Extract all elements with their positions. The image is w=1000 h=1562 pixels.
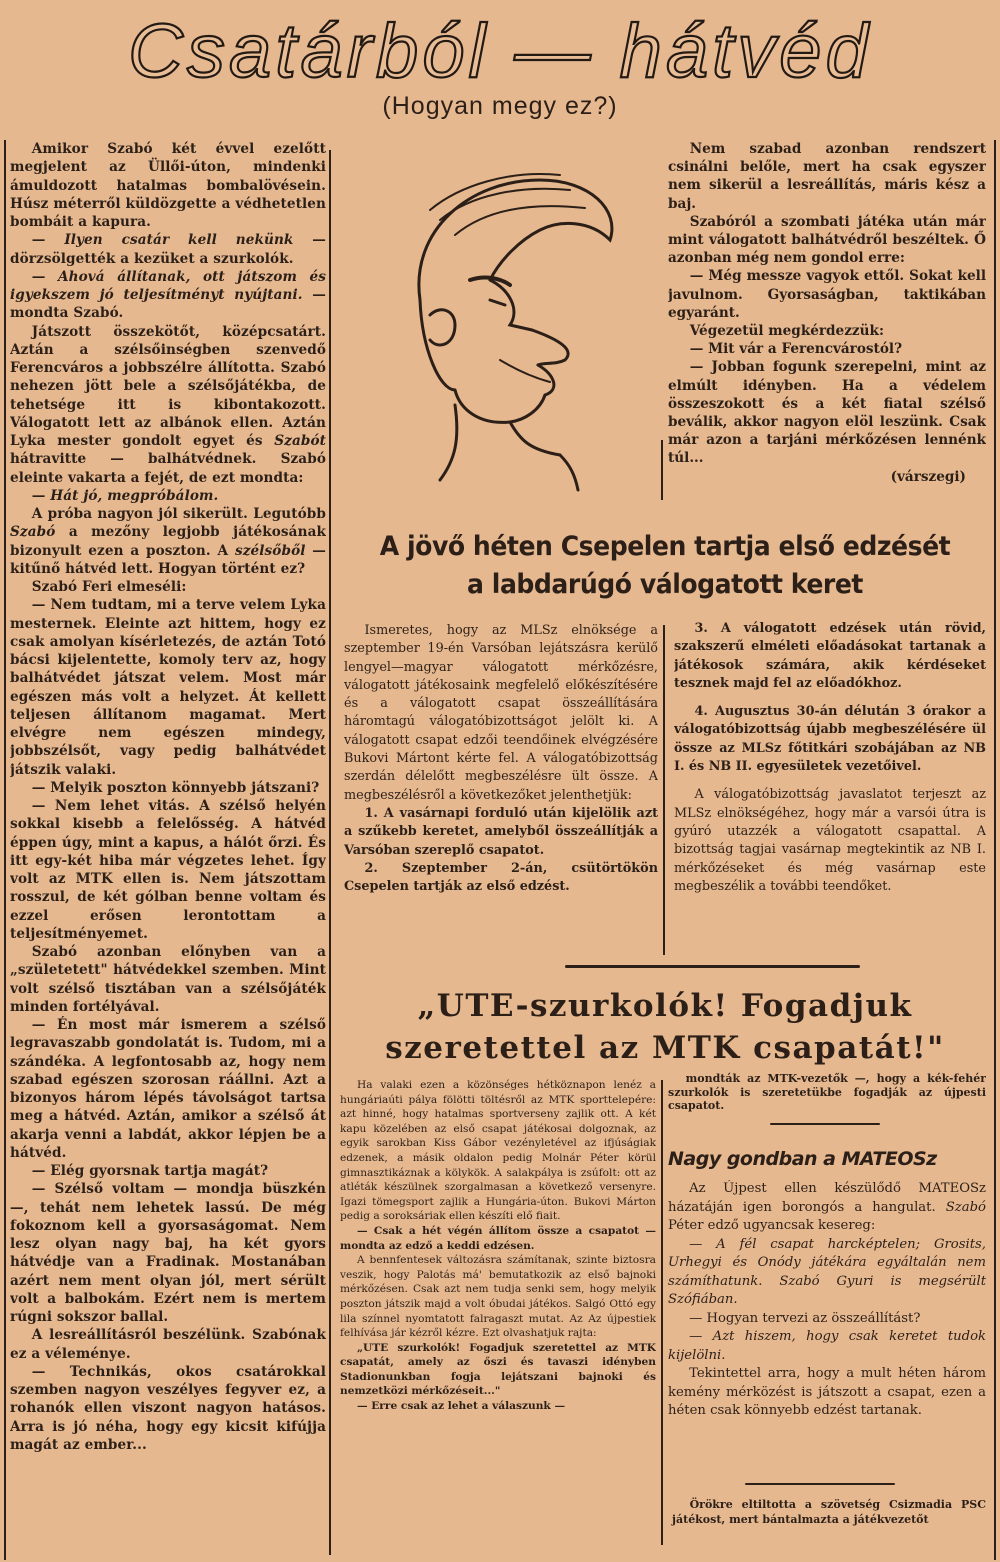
paragraph bbox=[10, 943, 326, 1016]
paragraph bbox=[668, 340, 986, 358]
paragraph bbox=[344, 860, 658, 897]
paragraph bbox=[340, 1224, 656, 1253]
paragraph bbox=[340, 1399, 656, 1414]
text-run: Az Újpest ellen készülődő MATEOSz házatáján igen borongós a hangulat. bbox=[668, 1181, 986, 1215]
section-divider bbox=[565, 965, 860, 968]
paragraph bbox=[10, 505, 326, 578]
text-run: Ismeretes, hogy az MLSz elnöksége a szeptember 19-én Varsóban lejátszásra kerülő lengyel—magyar válogatott mérkőzésre, válogatott játékosaink megfelelő előkészítésére és a válogatott csapat összeállítására háromtagú válogatóbizottságot jelölt ki. A válogatott csapat edzői teendőinek elvégzésére Bukovi Mártont kérte fel. A válogatóbizottság szerdán délelőtt megbeszélésre ült össze. A megbeszélésről a következőket jelenthetjük: bbox=[344, 623, 658, 803]
paragraph bbox=[668, 213, 986, 268]
column-rule bbox=[4, 140, 6, 1560]
text-run: — Nem tudtam, mi a terve velem Lyka mesternek. Eleinte azt hittem, hogy ez csak amolyan kísérletezés, de aztán Totó bácsi kijelentette, komoly terv az, hogy balhátvédet játszat velem. Most már egészen más volt a helyzet. Át kellett teljesen állítanom magamat. Mert elvégre nem egészen mindegy, jobbszélsőt, vagy pedig balhátvédet játszik valaki. bbox=[10, 597, 326, 778]
text-run: — bbox=[689, 1329, 713, 1344]
italic-text: Hát jó, megpróbálom. bbox=[50, 487, 219, 504]
ute-headline: „UTE-szurkolók! Fogadjuk szeretettel az MTK csapatát!" bbox=[385, 988, 945, 1066]
paragraph bbox=[10, 1326, 326, 1363]
column-rule bbox=[663, 625, 665, 955]
italic-text: Szabót bbox=[274, 433, 326, 449]
page-title: Csatárból — hátvéd bbox=[128, 9, 872, 94]
paragraph bbox=[668, 1328, 986, 1365]
note-text: Örökre eltiltotta a szövetség Csizmadia PSC játékost, mert bántalmazta a játékvezetőt bbox=[672, 1498, 986, 1526]
paragraph bbox=[668, 1365, 986, 1421]
paragraph bbox=[668, 1236, 986, 1310]
text-run: a mezőny legjobb játékosának bizonyult ezen a poszton. A bbox=[10, 524, 326, 559]
headline-line-1: A jövő héten Csepelen tartja első edzését bbox=[379, 531, 951, 562]
headline-line-2: a labdarúgó válogatott keret bbox=[467, 569, 863, 600]
column-rule bbox=[661, 440, 663, 500]
text-run: Végezetül megkérdezzük: bbox=[689, 323, 884, 340]
italic-text: Azt hiszem, hogy csak keretet tudok kijelölni. bbox=[668, 1329, 986, 1363]
paragraph bbox=[10, 1363, 326, 1454]
paragraph bbox=[10, 140, 326, 231]
text-run: — Nem lehet vitás. A szélső helyén sokkal kisebb a felelősség. A hátvéd éppen úgy, mint a kapus, a hálót őrzi. És itt egy-két hiba már végzetes lehet. Így volt az MTK ellen is. Nem játszottam rosszul, de két gólban benne voltam és ezzel erősen lerontottam a teljesítményemet. bbox=[10, 798, 326, 942]
paragraph bbox=[10, 1180, 326, 1326]
paragraph bbox=[10, 797, 326, 943]
paragraph bbox=[668, 322, 986, 340]
text-run: — mondta Szabó. bbox=[10, 287, 326, 322]
column-rule bbox=[994, 140, 996, 1560]
text-run: — Technikás, okos csatárokkal szemben nagyon veszélyes fegyver ez, a rohanók ellen viszont nagyon hatásos. Arra is jó néha, hogy egy kicsit kifújja magát az ember... bbox=[10, 1363, 326, 1453]
text-run: Játszott összekötőt, középcsatárt. Aztán a szélsőinségben szenvedő Ferencváros a jobbszélre állította. Szabó nehezen jött bele a szélsőjátékba, de tehetsége itt is kibontakozott. Válogatott lett az albánok ellen. Aztán Lyka mester gondolt egyet és bbox=[10, 323, 326, 449]
paragraph bbox=[10, 231, 326, 268]
text-run: — Még messze vagyok ettől. Sokat kell javulnom. Gyorsaságban, taktikában egyaránt. bbox=[668, 268, 986, 321]
text-run: hátravitte — balhátvédnek. Szabó eleinte vakarta a fejét, de ezt mondta: bbox=[10, 451, 326, 486]
bold-text: 2. Szeptember 2-án, csütörtökön Csepelen tartják az első edzést. bbox=[344, 860, 658, 895]
text-run: — kitűnő hátvéd lett. Hogyan történt ez? bbox=[10, 542, 326, 577]
bold-text: — Csak a hét végén állítom össze a csapatot — mondta az edző a keddi edzésen. bbox=[340, 1224, 656, 1252]
text-run: — Én most már ismerem a szélső legravaszabb gondolatát is. Tudom, mi a szándéka. A legfontosabb az, hogy nem szabad egészen szorosan ráállni. Azt a bizonyos három lépés távolságot tartsa meg a hátvéd. Aztán, amikor a szélső át akarja venni a labdát, akkor lépjen be a hátvéd. bbox=[10, 1017, 326, 1161]
text-run: Amikor Szabó két évvel ezelőtt megjelent az Üllői-úton, mindenki ámuldozott hatalmas bombalövésein. Húsz méterről küldözgette a védhetetlen bombáit a kapura. bbox=[10, 141, 326, 230]
paragraph bbox=[668, 1310, 986, 1329]
text-run: — Jobban fogunk szerepelni, mint az elmúlt idényben. Ha a védelem összeszokott és a két fiatal szélső beválik, akkor nagyon elöl leszünk. Csak már azon a tarjáni mérkőzésen lennénk túl... bbox=[668, 359, 986, 467]
paragraph bbox=[344, 805, 658, 860]
paragraph bbox=[668, 1072, 986, 1113]
text-run: mondták az MTK-vezetők —, hogy a kék-fehér szurkolók is szeretetükbe fogadják az újpesti csapatot. bbox=[668, 1072, 986, 1112]
text-run: — bbox=[31, 487, 51, 504]
paragraph bbox=[668, 1180, 986, 1236]
text-run: — Melyik poszton könnyebb játszani? bbox=[31, 779, 320, 796]
text-run: — Szélső voltam — mondja büszkén —, tehát nem lehetek lassú. De még fokoznom kell a gyorsaságomat. Nem lesz olyan nagy baj, ha két gyors hátvédje van a Fradinak. Mostanában azért nem ment olyan jól, mert sérült volt a balbokám. Ezért nem is mertem rúgni sokszor ballal. bbox=[10, 1181, 326, 1325]
paragraph bbox=[674, 703, 986, 776]
text-run: — Elég gyorsnak tartja magát? bbox=[31, 1163, 269, 1179]
text-run: Szabó Feri elmeséli: bbox=[31, 579, 187, 595]
paragraph bbox=[674, 620, 986, 693]
mateosz-headline: Nagy gondban a MATEOSz bbox=[668, 1148, 937, 1170]
national-team-headline bbox=[363, 528, 968, 604]
paragraph bbox=[10, 1162, 326, 1180]
column-rule bbox=[661, 1080, 663, 1545]
paragraph bbox=[340, 1341, 656, 1399]
text-run: A bennfentesek változásra számítanak, szinte biztosra veszik, hogy Palotás má' bemutatkozik az első bajnoki mérkőzésen. Csak azt nem tudja senki sem, hogy melyik poszton játszik majd a volt óbudai játékos. Salgó Ottó egy lila színnel nyomtatott falragaszt mutat. Az Az újpestiek felhívása jár kézről kézre. Ezt olvashatjuk rajta: bbox=[340, 1254, 656, 1340]
national-team-body-col-a bbox=[344, 622, 658, 962]
paragraph bbox=[10, 779, 326, 797]
author-signature: (várszegi) bbox=[890, 468, 966, 485]
paragraph bbox=[10, 578, 326, 596]
paragraph bbox=[10, 323, 326, 487]
text-run: — Mit vár a Ferencvárostól? bbox=[689, 341, 903, 358]
national-team-body-col-b bbox=[674, 620, 986, 960]
text-run: Péter edző ugyancsak kesereg: bbox=[668, 1218, 876, 1233]
text-run: A próba nagyon jól sikerült. Legutóbb bbox=[31, 506, 326, 522]
italic-text: Szabó bbox=[10, 524, 56, 541]
text-run: — bbox=[689, 1236, 717, 1252]
ute-body-col-a bbox=[340, 1078, 656, 1556]
paragraph bbox=[668, 140, 986, 213]
paragraph bbox=[10, 1016, 326, 1162]
paragraph bbox=[10, 268, 326, 323]
bold-text: 3. A válogatott edzések után rövid, szakszerű elméleti előadásokat tartanak a játékosok számára, akik kérdéseket tesznek majd fel az előadókhoz. bbox=[674, 621, 986, 691]
text-run: Nem szabad azonban rendszert csinálni belőle, mert ha csak egyszer nem sikerül a lesreállítás, máris kész a baj. bbox=[668, 141, 986, 212]
player-caricature-illustration bbox=[360, 150, 660, 500]
italic-text: szélsőből bbox=[234, 542, 306, 559]
page-subtitle: (Hogyan megy ez?) bbox=[382, 92, 618, 120]
text-run: — dörzsölgették a kezüket a szurkolók. bbox=[10, 232, 326, 267]
italic-text: A fél csapat harcképtelen; Grosits, Urhegyi és Onódy játékára egyáltalán nem számíthatunk. Szabó Gyuri is megsérült Szófiában. bbox=[668, 1236, 986, 1307]
text-run: Tekintettel arra, hogy a mult héten három kemény mérközést is játszott a csapat, ezen a héten csak könnyebb edzést tartanak. bbox=[668, 1366, 986, 1418]
text-run: — bbox=[31, 232, 65, 249]
italic-text: Ahová állítanak, ott játszom és igyekszem jó teljesítményt nyújtani. bbox=[10, 268, 326, 303]
paragraph bbox=[674, 786, 986, 896]
paragraph bbox=[668, 358, 986, 467]
text-run: Szabó azonban előnyben van a „születetett" hátvédekkel szemben. Mint volt szélső tisztában van a szélsőjáték minden fortélyával. bbox=[10, 944, 326, 1015]
bold-text: — Erre csak az lehet a válaszunk — bbox=[356, 1400, 566, 1413]
paragraph bbox=[10, 596, 326, 779]
bold-text: 1. A vasárnapi forduló után kijelölik azt a szűkebb keretet, amelyből összeállítják a Varsóban szereplő csapatot. bbox=[344, 805, 658, 858]
paragraph bbox=[340, 1253, 656, 1341]
italic-text: Szabó bbox=[945, 1199, 986, 1215]
text-run: Ha valaki ezen a közönséges hétköznapon lenéz a hungáriaúti pálya fölötti töltésről az MTK sporttelepére: azt hinné, hogy hatalmas sportverseny zajlik ott. A két kapu közelében az első csapat játékosai dolgoznak, az egyik sarokban Kiss Gábor vezényletével az ifjúságiak edzenek, a másik oldalon pedig Molnár Péter körül gimnasztikáznak a kölykök. A salakpálya is zsúfolt: ott az atléták készülnek szorgalmasan a következő versenyre. Igazi tömegsport zajlik a Hungária-úton. Bukovi Márton pedig a soroksáriak ellen készíti elő fiait. bbox=[340, 1079, 656, 1223]
paragraph bbox=[344, 622, 658, 805]
text-run: A válogatóbizottság javaslatot terjeszt az MLSz elnökségéhez, hogy már a varsói útra is gyúró utazzék a válogatott csapattal. A bizottság tagjai vasárnap megtekintik az NB I. mérkőzéseket és még vasárnap este megbeszélik a további teendőket. bbox=[674, 787, 986, 894]
mateosz-body bbox=[668, 1180, 986, 1480]
bold-text: „UTE szurkolók! Fogadjuk szeretettel az MTK csapatát, amely az őszi és tavaszi idényben Stadionunkban fogja lejátszani bajnoki és nemzetközi mérkőzéseit..." bbox=[340, 1341, 656, 1398]
paragraph bbox=[340, 1078, 656, 1224]
short-news-note bbox=[672, 1498, 986, 1527]
text-run: — bbox=[31, 268, 58, 285]
main-article-body bbox=[10, 140, 326, 1558]
paragraph bbox=[10, 487, 326, 505]
italic-text: Ilyen csatár kell nekünk bbox=[64, 232, 294, 249]
paragraph bbox=[668, 267, 986, 322]
text-run: A lesreállításról beszélünk. Szabónak ez a véleménye. bbox=[10, 1327, 326, 1362]
column-rule bbox=[329, 150, 331, 1555]
text-run: Szabóról a szombati játéka után már mint válogatott balhátvédről beszéltek. Ő azonban még nem gondol erre: bbox=[668, 213, 986, 267]
text-run: — Hogyan tervezi az összeállítást? bbox=[689, 1310, 921, 1326]
main-article-continuation bbox=[668, 140, 986, 500]
bold-text: 4. Augusztus 30-án délután 3 órakor a válogatóbizottság újabb megbeszélésére ül össze az MLSz főtitkári szobájában az NB I. és NB II. egyesületek vezetőivel. bbox=[674, 704, 986, 775]
